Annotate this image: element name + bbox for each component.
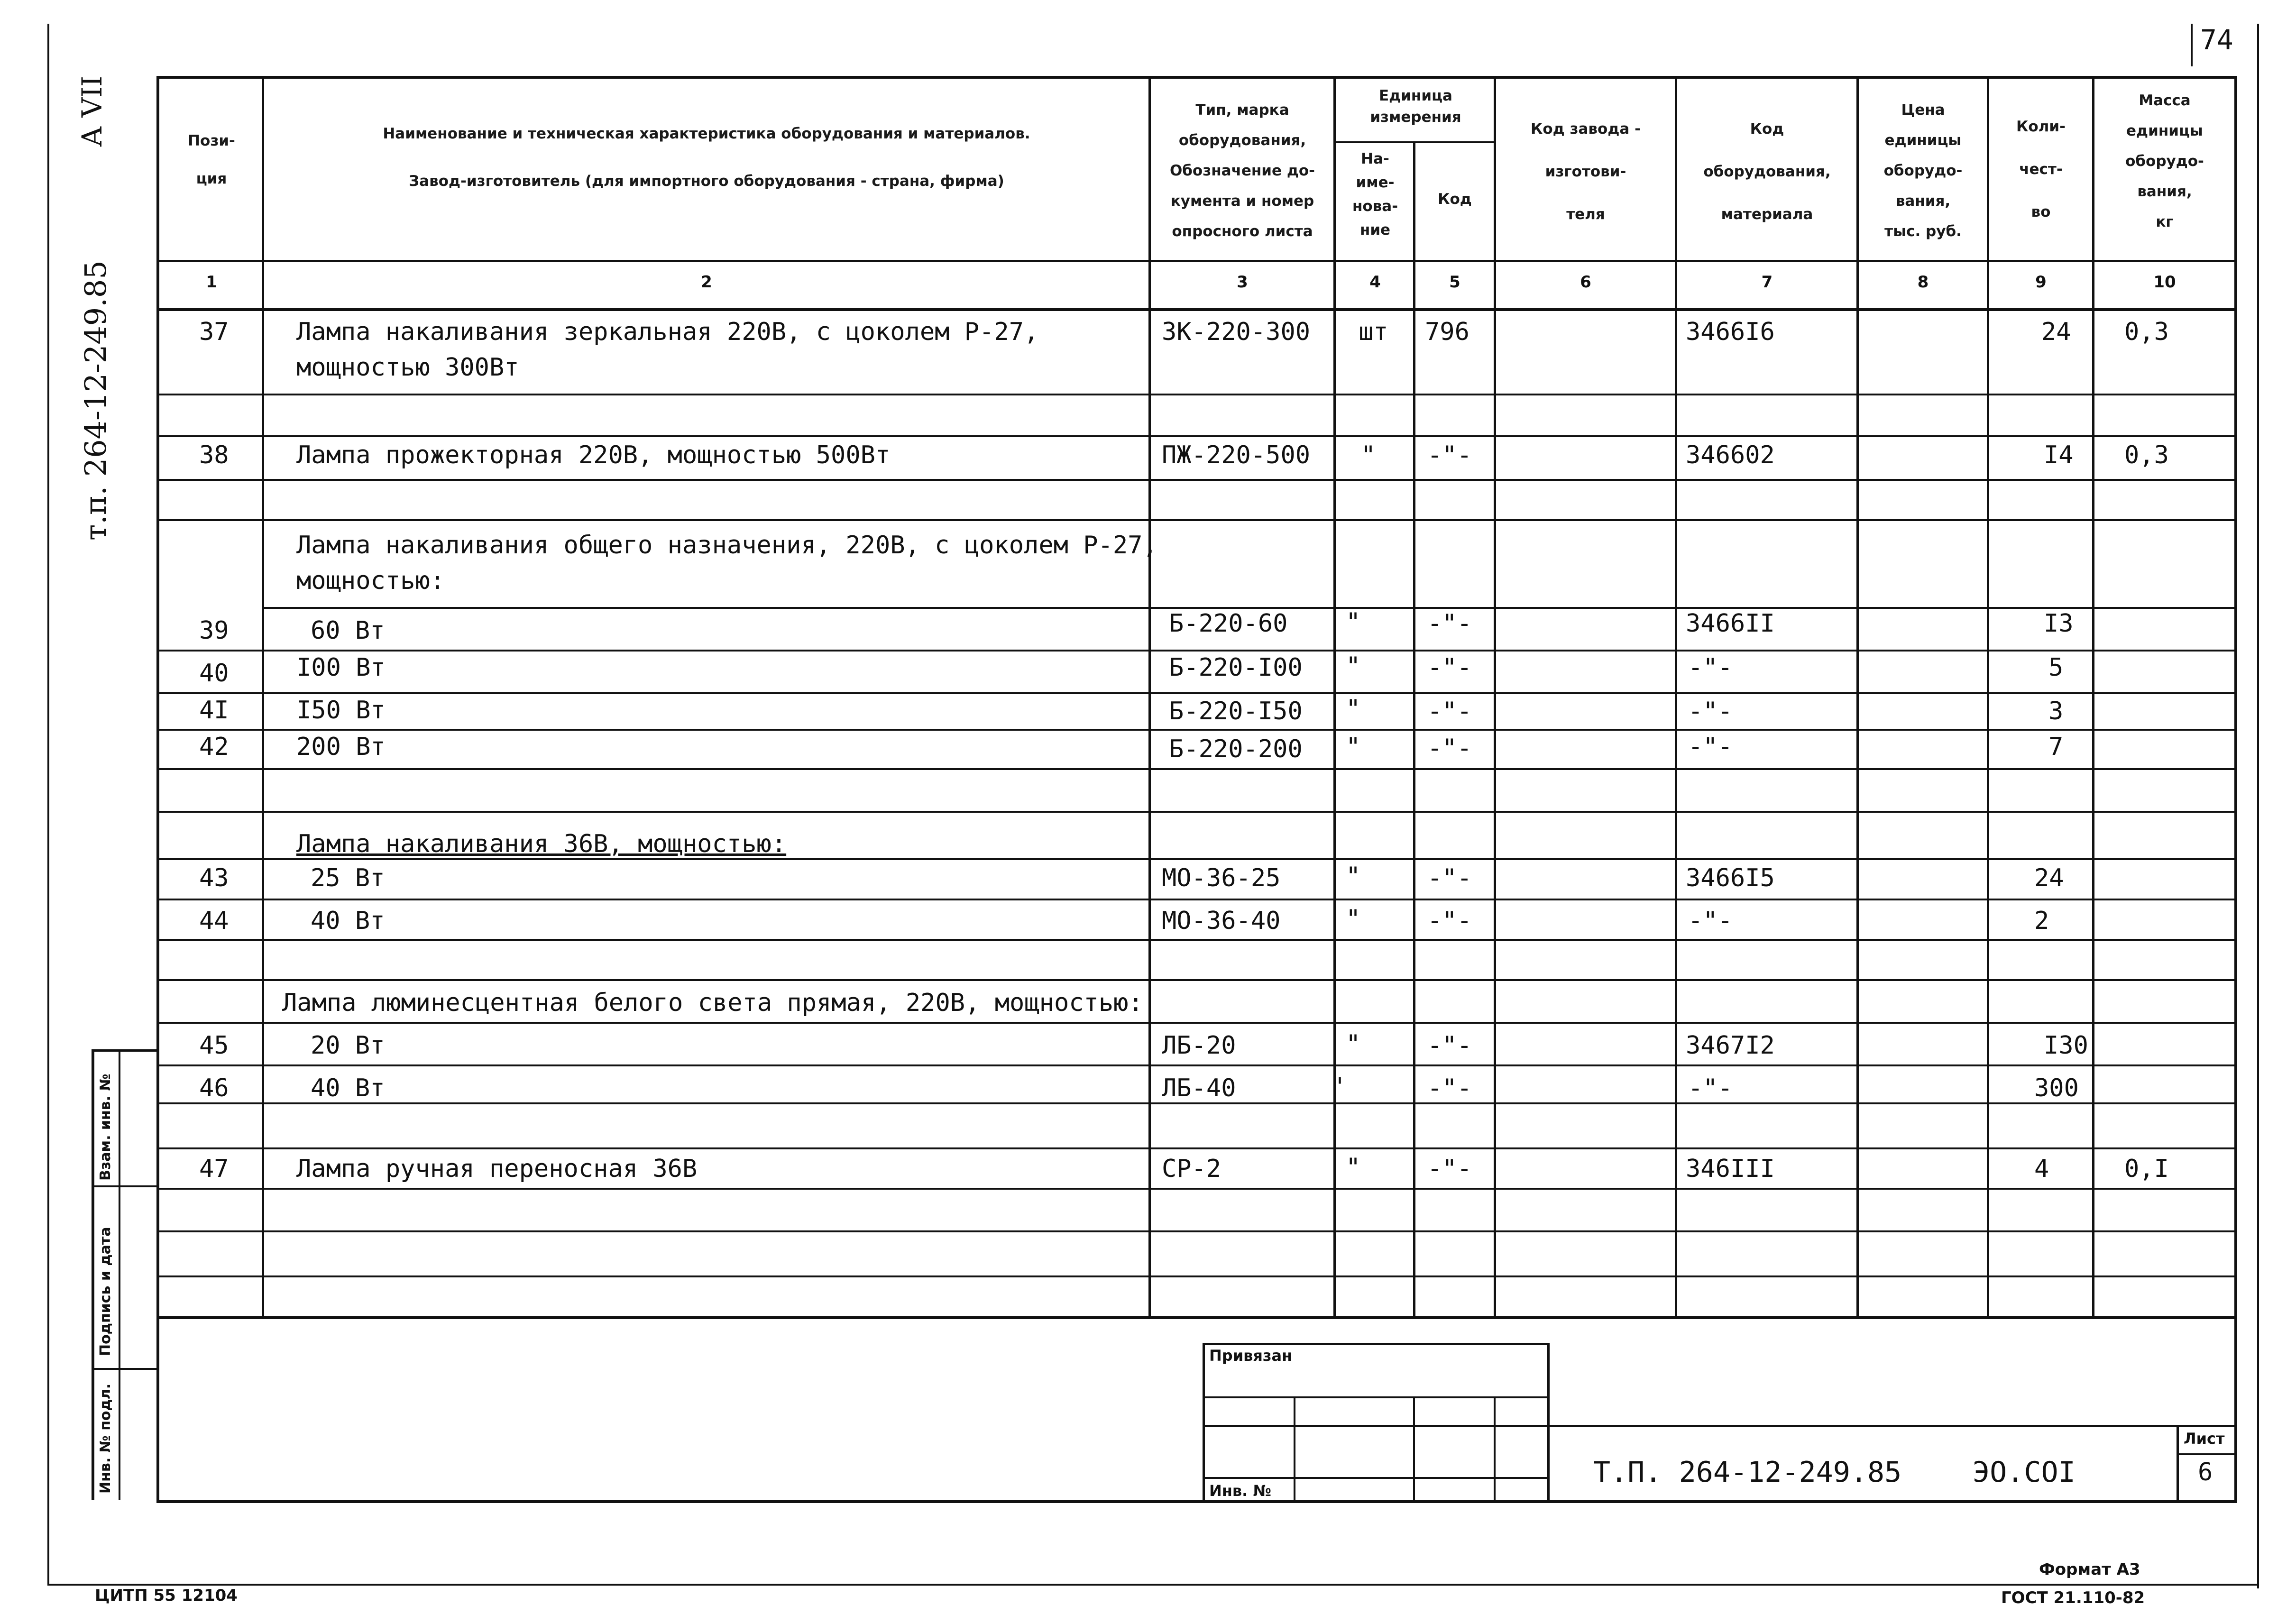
row-line (262, 607, 2237, 609)
page-number: 74 (2200, 24, 2233, 56)
row-40-qty: 5 (2048, 653, 2064, 682)
row-line (156, 811, 2237, 813)
row-line (156, 979, 2237, 981)
sheet-box-left (2177, 1425, 2179, 1503)
side-field-1: Инв. № подл. (97, 1383, 114, 1494)
row-46-unit-code: -"- (1427, 1074, 1472, 1102)
doc-suffix: ЭО.СОI (1973, 1456, 2076, 1489)
row-44-code: -"- (1688, 907, 1733, 935)
col-line-9 (2092, 76, 2094, 1318)
outer-bottom-border (47, 1584, 2259, 1586)
bound-box-h1 (1203, 1396, 1550, 1398)
bound-box-top (1203, 1343, 1550, 1345)
header-unit-2: измерения (1370, 109, 1461, 126)
row-line (156, 729, 2237, 731)
colnum-6: 6 (1580, 273, 1591, 292)
side-strip-sep1 (92, 1185, 158, 1187)
row-line (156, 519, 2237, 521)
frame-left (156, 76, 159, 1503)
header-mass-4: вания, (2137, 183, 2192, 200)
row-37-mass: 0,3 (2124, 318, 2169, 346)
header-unit-name-3: нова- (1352, 198, 1398, 215)
side-stamp-album: А VII (76, 75, 108, 147)
row-41-type: Б-220-I50 (1169, 697, 1303, 725)
header-maker-3: теля (1566, 206, 1605, 223)
row-45-code: 3467I2 (1686, 1031, 1775, 1060)
row-47-qty: 4 (2034, 1155, 2049, 1183)
footer-gost: ГОСТ 21.110-82 (2001, 1588, 2145, 1607)
sheet-number: 6 (2198, 1458, 2213, 1486)
row-47-code: 346III (1686, 1155, 1775, 1183)
row-47-type: СР-2 (1162, 1155, 1221, 1183)
header-price-4: вания, (1895, 193, 1951, 210)
row-39-unit-code: -"- (1427, 609, 1472, 638)
header-qty-2: чест- (2019, 161, 2063, 178)
row-43-type: МО-36-25 (1162, 864, 1281, 892)
footer-left: ЦИТП 55 12104 (95, 1586, 238, 1605)
row-42-pos: 42 (199, 733, 229, 761)
row-line (156, 435, 2237, 437)
row-44-type: МО-36-40 (1162, 907, 1281, 935)
header-unit-name-1: На- (1361, 150, 1389, 167)
header-unit-name-4: ние (1359, 221, 1391, 239)
side-stamp-code: т.п. 264-12-249.85 (78, 260, 113, 541)
side-strip-sep2 (92, 1368, 158, 1370)
row-line (156, 768, 2237, 770)
row-38-code: 346602 (1686, 441, 1775, 469)
col-line-6 (1675, 76, 1677, 1318)
row-46-pos: 46 (199, 1074, 229, 1102)
row-45-unit-code: -"- (1427, 1031, 1472, 1060)
colnum-5: 5 (1449, 273, 1460, 292)
row-40-type: Б-220-I00 (1169, 653, 1303, 682)
col-line-2 (1148, 76, 1151, 1318)
group-fluorescent-lamps: Лампа люминесцентная белого света прямая, 220В, мощностью: (282, 989, 1143, 1017)
header-unit-1: Единица (1379, 87, 1452, 104)
bound-box-v3 (1494, 1396, 1496, 1503)
bound-box-h3 (1203, 1477, 1550, 1479)
header-type-2: оборудования, (1178, 132, 1306, 149)
row-45-name: 20 Вт (311, 1031, 385, 1060)
row-39-type: Б-220-60 (1169, 609, 1288, 638)
row-38-type: ПЖ-220-500 (1162, 441, 1311, 469)
row-39-name: 60 Вт (311, 616, 385, 645)
row-45-pos: 45 (199, 1031, 229, 1060)
row-47-unit: " (1346, 1153, 1361, 1182)
side-strip-left (92, 1049, 94, 1500)
row-43-code: 3466I5 (1686, 864, 1775, 892)
row-42-unit-code: -"- (1427, 734, 1472, 762)
header-position-2: ция (196, 170, 227, 187)
header-type-1: Тип, марка (1195, 101, 1289, 119)
row-42-code: -"- (1688, 733, 1733, 761)
col-line-5 (1494, 76, 1496, 1318)
colnum-8: 8 (1917, 273, 1929, 292)
row-42-unit: " (1346, 733, 1361, 761)
col-line-3 (1333, 76, 1336, 1318)
row-39-code: 3466II (1686, 609, 1775, 638)
row-47-name: Лампа ручная переносная 36В (296, 1155, 698, 1183)
row-line (156, 650, 2237, 651)
row-37-type: ЗК-220-300 (1162, 318, 1311, 346)
bound-box-v2 (1413, 1396, 1415, 1503)
row-40-name: I00 Вт (296, 653, 386, 682)
row-38-pos: 38 (199, 441, 229, 469)
header-code-3: материала (1721, 206, 1813, 223)
row-37-code: 3466I6 (1686, 318, 1775, 346)
row-38-name: Лампа прожекторная 220В, мощностью 500Вт (296, 441, 891, 469)
inv-label: Инв. № (1209, 1482, 1271, 1500)
colnum-4: 4 (1369, 273, 1381, 292)
row-43-unit-code: -"- (1427, 864, 1472, 892)
row-38-unit: " (1361, 441, 1376, 469)
header-maker-2: изготови- (1545, 163, 1626, 180)
colnum-1: 1 (206, 273, 217, 292)
header-name-2: Завод-изготовитель (для импортного оборудования - страна, фирма) (409, 173, 1004, 190)
col-line-1 (262, 76, 264, 1318)
bound-label: Привязан (1209, 1347, 1293, 1365)
side-field-2: Подпись и дата (97, 1227, 114, 1356)
col-line-8 (1987, 76, 1989, 1318)
row-line (156, 1230, 2237, 1232)
row-38-unit-code: -"- (1427, 441, 1472, 469)
row-line (156, 899, 2237, 900)
row-37-unit: шт (1359, 318, 1388, 346)
row-line (156, 479, 2237, 481)
row-41-unit-code: -"- (1427, 697, 1472, 725)
side-strip-top (92, 1049, 158, 1052)
row-43-unit: " (1346, 862, 1361, 890)
row-46-qty: 300 (2034, 1074, 2079, 1102)
row-line (156, 1064, 2237, 1066)
row-40-code: -"- (1688, 653, 1733, 682)
header-code-2: оборудования, (1703, 163, 1831, 180)
outer-left-border (47, 24, 49, 1584)
row-line (156, 1316, 2237, 1319)
colnum-7: 7 (1761, 273, 1773, 292)
group-general-lamps: Лампа накаливания общего назначения, 220В, с цоколем Р-27, (296, 531, 1157, 560)
row-line (156, 939, 2237, 941)
sheet-box-mid (2177, 1453, 2237, 1455)
row-47-pos: 47 (199, 1155, 229, 1183)
colnum-2: 2 (701, 273, 712, 292)
row-44-unit: " (1346, 905, 1361, 933)
col-line-7 (1856, 76, 1859, 1318)
row-39-pos: 39 (199, 616, 229, 645)
row-39-unit: " (1346, 608, 1361, 636)
row-45-unit: " (1346, 1030, 1361, 1058)
row-line (156, 1147, 2237, 1149)
header-position-1: Пози- (188, 132, 235, 149)
colnum-10: 10 (2153, 273, 2176, 292)
row-line (156, 858, 2237, 860)
header-price-3: оборудо- (1883, 162, 1963, 179)
colnum-bottom (156, 308, 2237, 311)
colnum-9: 9 (2035, 273, 2047, 292)
row-line (156, 394, 2237, 395)
row-37-pos: 37 (199, 318, 229, 346)
row-41-unit: " (1346, 695, 1361, 723)
row-40-unit-code: -"- (1427, 653, 1472, 682)
row-43-pos: 43 (199, 864, 229, 892)
header-price-2: единицы (1884, 132, 1962, 149)
row-40-unit: " (1346, 652, 1361, 680)
row-37-qty: 24 (2041, 318, 2071, 346)
row-44-pos: 44 (199, 907, 229, 935)
header-qty-3: во (2031, 203, 2051, 220)
row-42-name: 200 Вт (296, 733, 386, 761)
row-43-name: 25 Вт (311, 864, 385, 892)
unit-split-line (1333, 141, 1496, 143)
frame-bottom (156, 1500, 2237, 1503)
row-46-type: ЛБ-40 (1162, 1074, 1236, 1102)
header-type-3: Обозначение до- (1169, 162, 1315, 179)
header-name-1: Наименование и техническая характеристика оборудования и материалов. (383, 125, 1030, 142)
page-number-divider (2191, 24, 2193, 66)
header-maker-1: Код завода - (1531, 120, 1641, 138)
header-code-1: Код (1750, 120, 1784, 138)
row-41-code: -"- (1688, 697, 1733, 725)
footer-format: Формат А3 (2039, 1560, 2140, 1579)
row-line (156, 692, 2237, 694)
header-mass-1: Масса (2139, 92, 2191, 109)
row-37-name-cont: мощностью 300Вт (296, 353, 519, 382)
row-41-pos: 4I (199, 696, 229, 725)
side-field-3: Взам. инв. № (97, 1073, 114, 1181)
side-strip-mid (119, 1049, 120, 1500)
header-type-5: опросного листа (1172, 223, 1313, 240)
bound-box-left (1203, 1343, 1205, 1503)
header-price-5: тыс. руб. (1884, 223, 1962, 240)
header-unit-name-2: име- (1356, 174, 1395, 191)
row-47-mass: 0,I (2124, 1155, 2169, 1183)
bound-box-h2 (1203, 1425, 1550, 1427)
row-38-mass: 0,3 (2124, 441, 2169, 469)
header-mass-3: оборудо- (2125, 153, 2204, 170)
header-bottom (156, 260, 2237, 262)
row-46-code: -"- (1688, 1074, 1733, 1102)
sheet-label: Лист (2184, 1430, 2225, 1448)
row-46-name: 40 Вт (311, 1074, 385, 1102)
header-price-1: Цена (1901, 101, 1945, 119)
row-44-qty: 2 (2034, 907, 2049, 935)
row-37-unit-code: 796 (1425, 318, 1469, 346)
bound-box-v1 (1294, 1396, 1295, 1503)
row-45-type: ЛБ-20 (1162, 1031, 1236, 1060)
row-43-qty: 24 (2034, 864, 2064, 892)
frame-top (156, 76, 2237, 79)
row-42-qty: 7 (2048, 733, 2064, 761)
doc-block-top (1547, 1425, 2237, 1427)
header-unit-code: Код (1438, 191, 1472, 208)
row-39-qty: I3 (2044, 609, 2074, 638)
row-47-unit-code: -"- (1427, 1155, 1472, 1183)
row-46-unit: " (1330, 1073, 1345, 1101)
row-line (156, 1022, 2237, 1024)
row-37-name: Лампа накаливания зеркальная 220В, с цоколем Р-27, (296, 318, 1039, 346)
row-line (156, 1102, 2237, 1104)
outer-right-border (2257, 24, 2259, 1588)
doc-code: Т.П. 264-12-249.85 (1593, 1456, 1902, 1489)
bound-box-right (1547, 1343, 1550, 1503)
colnum-3: 3 (1237, 273, 1248, 292)
group-general-lamps-cont: мощностью: (296, 567, 445, 595)
header-type-4: кумента и номер (1170, 193, 1314, 210)
header-qty-1: Коли- (2016, 118, 2066, 135)
row-44-unit-code: -"- (1427, 907, 1472, 935)
row-41-qty: 3 (2048, 697, 2064, 725)
row-45-qty: I30 (2044, 1031, 2088, 1060)
row-42-type: Б-220-200 (1169, 735, 1303, 763)
row-38-qty: I4 (2044, 441, 2074, 469)
header-mass-5: кг (2156, 213, 2174, 230)
group-36v-lamps: Лампа накаливания 36В, мощностью: (296, 830, 787, 858)
row-41-name: I50 Вт (296, 696, 386, 725)
header-mass-2: единицы (2126, 122, 2203, 139)
row-line (156, 1275, 2237, 1277)
row-44-name: 40 Вт (311, 907, 385, 935)
frame-right (2234, 76, 2237, 1503)
row-line (156, 1188, 2237, 1190)
row-40-pos: 40 (199, 659, 229, 688)
